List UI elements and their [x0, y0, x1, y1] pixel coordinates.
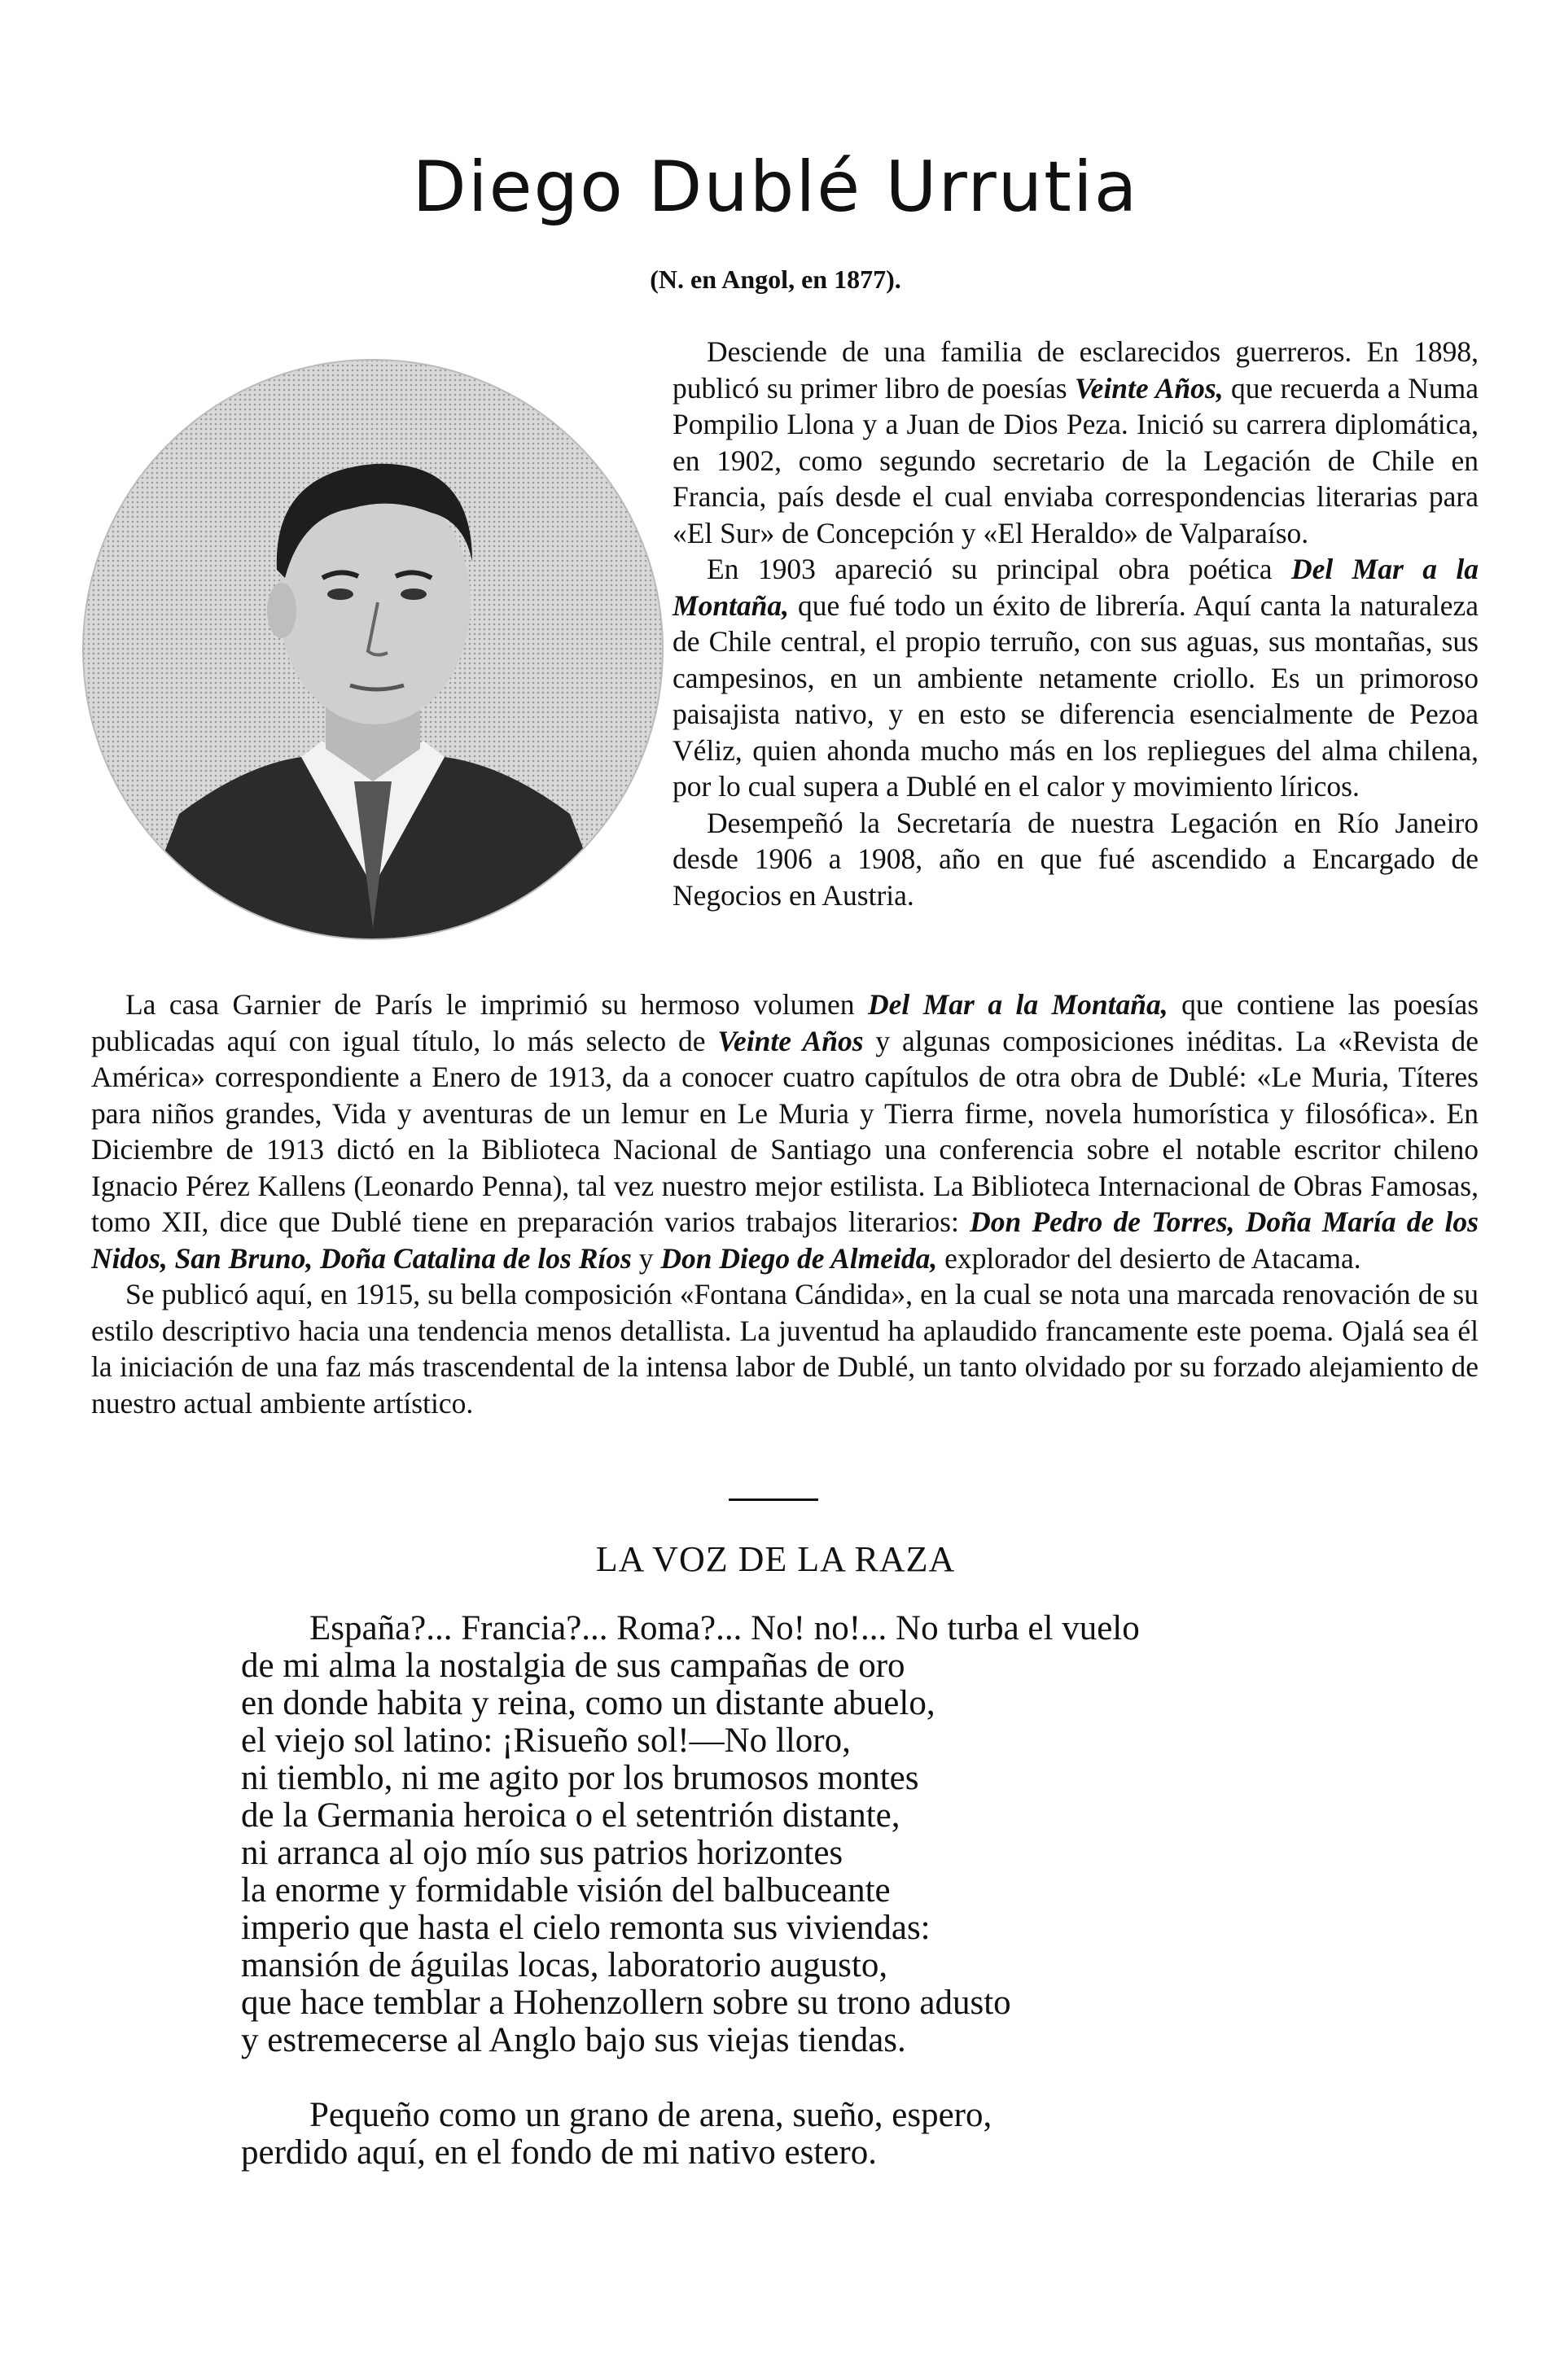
bio-column: [673, 334, 1479, 913]
bio-text: Desciende de una familia de esclarecidos guerreros. En 1898, publicó su primer libro de poesías: [673, 335, 1479, 405]
poem-line: de mi alma la nostalgia de sus campañas de oro: [241, 1647, 905, 1685]
poem-line: Pequeño como un grano de arena, sueño, espero,: [309, 2096, 992, 2134]
poem-line: ni arranca al ojo mío sus patrios horizontes: [241, 1834, 843, 1872]
poem-line: imperio que hasta el cielo remonta sus viviendas:: [241, 1909, 931, 1947]
poem-line: de la Germania heroica o el setentrión distante,: [241, 1796, 900, 1835]
poem-line: que hace temblar a Hohenzollern sobre su trono adusto: [241, 1984, 1011, 2022]
bio-paragraph-4: [91, 987, 1479, 1276]
bio-text: que recuerda a Numa Pompilio Llona y a Juan de Dios Peza. Inició su carrera diplomática, en 1902, como segundo secretario de la Legación de Chile en Francia, país desde el cual enviaba correspondencias literarias para «El Sur» de Concepción y «El Heraldo» de Valparaíso.: [673, 371, 1479, 549]
bio-text: En 1903 apareció su principal obra poética: [707, 553, 1273, 585]
bio-text: La casa Garnier de París le imprimió su hermoso volumen: [125, 988, 855, 1021]
poem-line: España?... Francia?... Roma?... No! no!... No turba el vuelo: [309, 1609, 1140, 1647]
poem-line: la enorme y formidable visión del balbuceante: [241, 1871, 891, 1910]
bio-paragraph-2: [673, 551, 1479, 805]
poem-line: perdido aquí, en el fondo de mi nativo estero.: [241, 2133, 877, 2172]
book-title: Don Diego de Almeida,: [660, 1241, 938, 1275]
bio-text: y: [638, 1241, 654, 1275]
poem-line: mansión de águilas locas, laboratorio augusto,: [241, 1946, 888, 1984]
book-title: Del Mar a la Montaña,: [867, 988, 1168, 1021]
book-title: Veinte Años,: [1074, 371, 1224, 405]
bio-full-width: [91, 987, 1479, 1421]
poem-line: ni tiemblo, ni me agito por los brumosos montes: [241, 1759, 919, 1797]
portrait-image: [81, 358, 664, 941]
page-title: Diego Dublé Urrutia: [412, 147, 1139, 228]
birth-note: (N. en Angol, en 1877).: [650, 265, 901, 294]
bio-text: Desempeñó la Secretaría de nuestra Legación en Río Janeiro desde 1906 a 1908, año en que fué ascendido a Encargado de Negocios en Austria.: [673, 806, 1479, 912]
book-title: Don Pedro de Torres, Doña María de los Nidos, San Bruno, Doña Catalina de los Ríos: [91, 1205, 1479, 1275]
bio-text: Se publicó aquí, en 1915, su bella composición «Fontana Cándida», en la cual se nota una marcada renovación de su estilo descriptivo hacia una tendencia menos detallista. La juventud ha aplaudido francamente este poema. Ojalá sea él la iniciación de una faz más trascendental de la intensa labor de Dublé, un tanto olvidado por su forzado alejamiento de nuestro actual ambiente artístico.: [91, 1278, 1479, 1420]
bio-text: que contiene las poesías publicadas aquí con igual título, lo más selecto de: [91, 988, 1479, 1057]
bio-text: y algunas composiciones inéditas. La «Revista de América» correspondiente a Enero de 1913, da a conocer cuatro capítulos de otra obra de Dublé: «Le Muria, Títeres para niños grandes, Vida y aventuras de un lemur en Le Muria y Tierra firme, novela humorística y filosófica». En Diciembre de 1913 dictó en la Biblioteca Nacional de Santiago una conferencia sobre el notable escritor chileno Ignacio Pérez Kallens (Leonardo Penna), tal vez nuestro mejor estilista. La Biblioteca Internacional de Obras Famosas, tomo XII, dice que Dublé tiene en preparación varios trabajos literarios:: [91, 1024, 1479, 1238]
bio-paragraph-1: [673, 334, 1479, 551]
bio-text: que fué todo un éxito de librería. Aquí canta la naturaleza de Chile central, el propio terruño, con sus aguas, sus montañas, sus campesinos, en un ambiente netamente criollo. Es un primoroso paisajista nativo, y en esto se diferencia esencialmente de Pezoa Véliz, quien ahonda mucho más en los repliegues del alma chilena, por lo cual supera a Dublé en el calor y movimiento líricos.: [673, 588, 1479, 803]
book-title: Veinte Años: [717, 1024, 864, 1057]
poem-body: [241, 1610, 1381, 2209]
poem-stanza-1: [241, 1610, 1381, 2059]
author-portrait: [81, 358, 664, 941]
section-divider: [729, 1498, 818, 1501]
poem-title: LA VOZ DE LA RAZA: [595, 1539, 956, 1579]
poem-line: en donde habita y reina, como un distante abuelo,: [241, 1684, 935, 1722]
poem-line: el viejo sol latino: ¡Risueño sol!—No lloro,: [241, 1722, 851, 1760]
book-title: Del Mar a la Montaña,: [673, 553, 1479, 622]
bio-text: explorador del desierto de Atacama.: [944, 1241, 1361, 1275]
poem-stanza-2: [241, 2097, 1381, 2172]
bio-paragraph-5: [91, 1276, 1479, 1421]
poem-line: y estremecerse al Anglo bajo sus viejas tiendas.: [241, 2021, 906, 2059]
bio-paragraph-3: [673, 805, 1479, 914]
